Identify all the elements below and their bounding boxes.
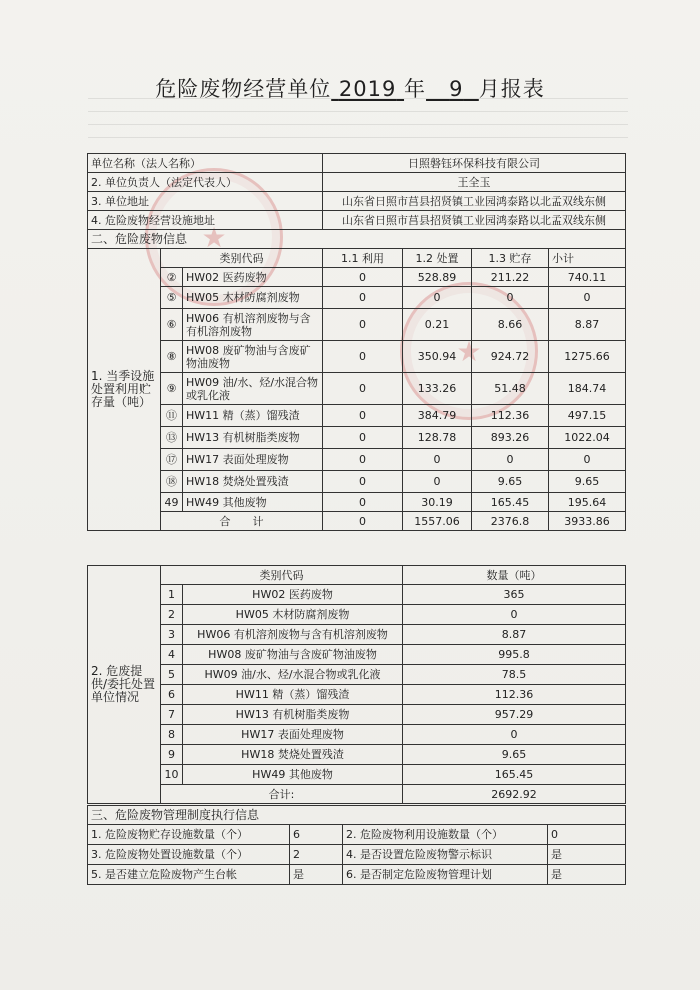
value-dispose: 0 xyxy=(403,287,472,309)
value-subtotal: 195.64 xyxy=(549,493,626,512)
report-table-main xyxy=(87,153,626,531)
value-dispose: 0.21 xyxy=(403,309,472,341)
unit-info-row xyxy=(88,211,626,230)
waste-category-name: HW13 有机树脂类废物 xyxy=(183,427,323,449)
supply-row xyxy=(88,645,626,665)
table-row xyxy=(88,268,626,287)
total-row xyxy=(88,512,626,531)
supply-row-number: 7 xyxy=(161,705,183,725)
management-answer: 6 xyxy=(290,825,343,845)
supply-category-name: HW17 表面处理废物 xyxy=(183,725,403,745)
value-use: 0 xyxy=(323,471,403,493)
title-year xyxy=(331,77,404,101)
unit-info-row xyxy=(88,192,626,211)
waste-category-name: HW02 医药废物 xyxy=(183,268,323,287)
supply-row-number: 9 xyxy=(161,745,183,765)
value-use: 0 xyxy=(323,309,403,341)
management-question: 3. 危险废物处置设施数量（个） xyxy=(88,845,290,865)
total-store: 2376.8 xyxy=(472,512,549,531)
supply-quantity: 995.8 xyxy=(403,645,626,665)
total-use: 0 xyxy=(323,512,403,531)
seal-star-icon: ★ xyxy=(201,221,227,254)
value-use: 0 xyxy=(323,405,403,427)
table-row xyxy=(88,405,626,427)
title-prefix: 危险废物经营单位 xyxy=(155,77,332,101)
unit-info-label: 4. 危险废物经营设施地址 xyxy=(88,211,323,230)
management-question: 2. 危险废物利用设施数量（个） xyxy=(343,825,548,845)
value-use: 0 xyxy=(323,268,403,287)
value-use: 0 xyxy=(323,341,403,373)
management-answer: 是 xyxy=(548,845,626,865)
value-use: 0 xyxy=(323,427,403,449)
value-store: 51.48 xyxy=(472,373,549,405)
supply-row-number: 3 xyxy=(161,625,183,645)
management-question: 5. 是否建立危险废物产生台帐 xyxy=(88,865,290,885)
value-dispose: 30.19 xyxy=(403,493,472,512)
supply-category-name: HW49 其他废物 xyxy=(183,765,403,785)
value-dispose: 0 xyxy=(403,471,472,493)
management-answer: 是 xyxy=(290,865,343,885)
report-table-supply xyxy=(87,565,626,804)
value-store: 8.66 xyxy=(472,309,549,341)
value-subtotal: 9.65 xyxy=(549,471,626,493)
waste-category-name: HW06 有机溶剂废物与含有机溶剂废物 xyxy=(183,309,323,341)
supply-quantity: 0 xyxy=(403,725,626,745)
value-subtotal: 740.11 xyxy=(549,268,626,287)
table-row xyxy=(88,449,626,471)
row-number: ⑥ xyxy=(161,309,183,341)
value-use: 0 xyxy=(323,493,403,512)
value-store: 893.26 xyxy=(472,427,549,449)
supply-row xyxy=(88,665,626,685)
supply-quantity: 8.87 xyxy=(403,625,626,645)
supply-row xyxy=(88,705,626,725)
value-store: 9.65 xyxy=(472,471,549,493)
section-3-title: 三、危险废物管理制度执行信息 xyxy=(88,806,626,825)
supply-row xyxy=(88,745,626,765)
unit-info-row xyxy=(88,173,626,192)
supply-row-number: 6 xyxy=(161,685,183,705)
supply-header-quantity: 数量（吨） xyxy=(403,566,626,585)
supply-header-row xyxy=(88,566,626,585)
column-header-dispose: 1.2 处置 xyxy=(403,249,472,268)
waste-category-name: HW09 油/水、烃/水混合物或乳化液 xyxy=(183,373,323,405)
value-dispose: 528.89 xyxy=(403,268,472,287)
value-store: 0 xyxy=(472,287,549,309)
page-title xyxy=(0,73,700,103)
supply-header-category: 类别代码 xyxy=(161,566,403,585)
supply-total-row xyxy=(88,785,626,804)
supply-row xyxy=(88,605,626,625)
supply-category-name: HW08 废矿物油与含废矿物油废物 xyxy=(183,645,403,665)
value-use: 0 xyxy=(323,287,403,309)
supply-quantity: 165.45 xyxy=(403,765,626,785)
column-header-subtotal: 小计 xyxy=(549,249,626,268)
supply-quantity: 78.5 xyxy=(403,665,626,685)
unit-info-label: 2. 单位负责人（法定代表人） xyxy=(88,173,323,192)
supply-category-name: HW11 精（蒸）馏残渣 xyxy=(183,685,403,705)
value-dispose: 133.26 xyxy=(403,373,472,405)
supply-category-name: HW09 油/水、烃/水混合物或乳化液 xyxy=(183,665,403,685)
value-store: 211.22 xyxy=(472,268,549,287)
supply-row-number: 10 xyxy=(161,765,183,785)
total-subtotal: 3933.86 xyxy=(549,512,626,531)
value-store: 165.45 xyxy=(472,493,549,512)
unit-info-value: 日照磐钰环保科技有限公司 xyxy=(323,154,626,173)
supply-quantity: 112.36 xyxy=(403,685,626,705)
waste-category-name: HW18 焚烧处置残渣 xyxy=(183,471,323,493)
table-row xyxy=(88,471,626,493)
waste-category-name: HW11 精（蒸）馏残渣 xyxy=(183,405,323,427)
row-number: ⑱ xyxy=(161,471,183,493)
supply-row xyxy=(88,685,626,705)
total-dispose: 1557.06 xyxy=(403,512,472,531)
supply-quantity: 957.29 xyxy=(403,705,626,725)
table-row xyxy=(88,287,626,309)
total-label: 合 计 xyxy=(161,512,323,531)
management-answer: 0 xyxy=(548,825,626,845)
waste-category-name: HW49 其他废物 xyxy=(183,493,323,512)
value-store: 112.36 xyxy=(472,405,549,427)
value-subtotal: 1022.04 xyxy=(549,427,626,449)
title-year-value: 2019 xyxy=(338,77,397,101)
supply-quantity: 0 xyxy=(403,605,626,625)
table-row xyxy=(88,493,626,512)
supply-row-number: 8 xyxy=(161,725,183,745)
supply-row xyxy=(88,725,626,745)
column-header-category: 类别代码 xyxy=(161,249,323,268)
unit-info-label: 3. 单位地址 xyxy=(88,192,323,211)
supply-row-number: 1 xyxy=(161,585,183,605)
value-use: 0 xyxy=(323,449,403,471)
supply-quantity: 9.65 xyxy=(403,745,626,765)
title-month xyxy=(426,77,479,101)
row-number: ⑤ xyxy=(161,287,183,309)
management-row xyxy=(88,825,626,845)
column-header-store: 1.3 贮存 xyxy=(472,249,549,268)
supply-quantity: 365 xyxy=(403,585,626,605)
bleed-through-lines xyxy=(88,98,628,150)
value-subtotal: 497.15 xyxy=(549,405,626,427)
supply-category-name: HW13 有机树脂类废物 xyxy=(183,705,403,725)
supply-row-number: 5 xyxy=(161,665,183,685)
unit-info-row xyxy=(88,154,626,173)
value-subtotal: 1275.66 xyxy=(549,341,626,373)
unit-info-value: 山东省日照市莒县招贤镇工业园鸿泰路以北孟双线东侧 xyxy=(323,211,626,230)
supply-total-quantity: 2692.92 xyxy=(403,785,626,804)
management-row xyxy=(88,865,626,885)
table-row xyxy=(88,309,626,341)
section-2-title: 二、危险废物信息 xyxy=(88,230,626,249)
seal-star-icon: ★ xyxy=(456,335,482,368)
row-number: ⑬ xyxy=(161,427,183,449)
value-dispose: 384.79 xyxy=(403,405,472,427)
management-row xyxy=(88,845,626,865)
management-question: 4. 是否设置危险废物警示标识 xyxy=(343,845,548,865)
section-2-header-row xyxy=(88,249,626,268)
table-row xyxy=(88,341,626,373)
table-row xyxy=(88,373,626,405)
management-question: 1. 危险废物贮存设施数量（个） xyxy=(88,825,290,845)
supply-row-number: 2 xyxy=(161,605,183,625)
waste-category-name: HW05 木材防腐剂废物 xyxy=(183,287,323,309)
value-subtotal: 0 xyxy=(549,449,626,471)
column-header-use: 1.1 利用 xyxy=(323,249,403,268)
management-answer: 2 xyxy=(290,845,343,865)
table-row xyxy=(88,427,626,449)
value-use: 0 xyxy=(323,373,403,405)
title-month-value: 9 xyxy=(449,77,464,101)
row-number: ⑨ xyxy=(161,373,183,405)
management-question: 6. 是否制定危险废物管理计划 xyxy=(343,865,548,885)
supply-row xyxy=(88,765,626,785)
section-2-part1-label: 1. 当季设施处置利用贮存量（吨） xyxy=(88,249,161,531)
title-month-suffix: 月报表 xyxy=(478,77,545,101)
management-answer: 是 xyxy=(548,865,626,885)
value-subtotal: 8.87 xyxy=(549,309,626,341)
row-number: ⑧ xyxy=(161,341,183,373)
supply-category-name: HW18 焚烧处置残渣 xyxy=(183,745,403,765)
row-number: ⑪ xyxy=(161,405,183,427)
section-2-part2-label: 2. 危废提供/委托处置单位情况 xyxy=(88,566,161,804)
row-number: ② xyxy=(161,268,183,287)
supply-category-name: HW06 有机溶剂废物与含有机溶剂废物 xyxy=(183,625,403,645)
supply-category-name: HW05 木材防腐剂废物 xyxy=(183,605,403,625)
supply-total-label: 合计: xyxy=(161,785,403,804)
unit-info-label: 单位名称（法人名称） xyxy=(88,154,323,173)
row-number: ⑰ xyxy=(161,449,183,471)
row-number: 49 xyxy=(161,493,183,512)
value-dispose: 350.94 xyxy=(403,341,472,373)
supply-row xyxy=(88,625,626,645)
value-subtotal: 184.74 xyxy=(549,373,626,405)
supply-category-name: HW02 医药废物 xyxy=(183,585,403,605)
value-store: 0 xyxy=(472,449,549,471)
value-store: 924.72 xyxy=(472,341,549,373)
supply-row-number: 4 xyxy=(161,645,183,665)
value-dispose: 128.78 xyxy=(403,427,472,449)
value-dispose: 0 xyxy=(403,449,472,471)
title-year-suffix: 年 xyxy=(404,77,427,101)
unit-info-value: 王全玉 xyxy=(323,173,626,192)
waste-category-name: HW17 表面处理废物 xyxy=(183,449,323,471)
supply-row xyxy=(88,585,626,605)
unit-info-value: 山东省日照市莒县招贤镇工业园鸿泰路以北孟双线东侧 xyxy=(323,192,626,211)
value-subtotal: 0 xyxy=(549,287,626,309)
report-table-management xyxy=(87,805,626,885)
waste-category-name: HW08 废矿物油与含废矿物油废物 xyxy=(183,341,323,373)
